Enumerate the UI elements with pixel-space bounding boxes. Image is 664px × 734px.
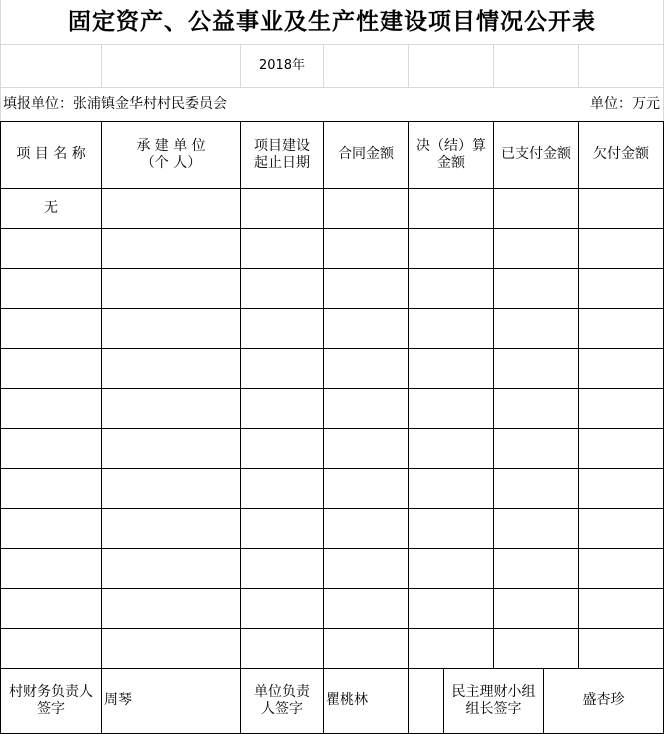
finance-group-label: 民主理财小组 组长签字 bbox=[451, 683, 536, 717]
table-border bbox=[408, 668, 409, 734]
table-cell bbox=[579, 189, 663, 228]
gridline bbox=[0, 44, 664, 45]
gridline bbox=[323, 44, 324, 87]
header-project-name: 项 目 名 称 bbox=[16, 146, 86, 163]
unit-head-label: 单位负责 人签字 bbox=[254, 683, 310, 717]
finance-group-name: 盛杏珍 bbox=[582, 692, 625, 709]
table-cell: 无 bbox=[44, 199, 58, 216]
finance-head-name: 周琴 bbox=[104, 692, 132, 709]
currency-unit: 单位：万元 bbox=[590, 95, 660, 112]
gridline bbox=[101, 44, 102, 87]
table-cell bbox=[241, 189, 323, 228]
page-title: 固定资产、公益事业及生产性建设项目情况公开表 bbox=[68, 8, 596, 35]
table-border bbox=[0, 268, 664, 269]
table-border bbox=[323, 668, 324, 734]
table-cell bbox=[324, 189, 408, 228]
header-dates: 项目建设 起止日期 bbox=[254, 137, 310, 171]
table-border bbox=[0, 348, 664, 349]
header-contract-amount: 合同金额 bbox=[338, 146, 394, 163]
table-border bbox=[0, 508, 664, 509]
gridline bbox=[408, 44, 409, 87]
table-border bbox=[0, 588, 664, 589]
table-border bbox=[0, 388, 664, 389]
unit-head-name: 瞿桃林 bbox=[326, 692, 368, 709]
table-border bbox=[0, 228, 664, 229]
table-border bbox=[0, 428, 664, 429]
table-border bbox=[0, 468, 664, 469]
table-border bbox=[101, 668, 102, 734]
year-label: 2018年 bbox=[258, 57, 306, 73]
header-paid-amount: 已支付金额 bbox=[501, 146, 571, 163]
header-owed-amount: 欠付金额 bbox=[593, 146, 649, 163]
finance-head-label: 村财务负责人 签字 bbox=[9, 683, 93, 717]
gridline bbox=[578, 44, 579, 87]
table-cell bbox=[494, 189, 578, 228]
table-border bbox=[0, 308, 664, 309]
table-cell bbox=[409, 189, 493, 228]
header-contractor: 承 建 单 位 （个 人） bbox=[136, 137, 206, 171]
reporting-unit: 填报单位：张浦镇金华村村民委员会 bbox=[3, 95, 227, 112]
header-settlement-amount: 决（结）算 金额 bbox=[416, 137, 486, 171]
table-cell bbox=[102, 189, 240, 228]
table-border bbox=[0, 548, 664, 549]
table-border bbox=[0, 628, 664, 629]
gridline bbox=[493, 44, 494, 87]
